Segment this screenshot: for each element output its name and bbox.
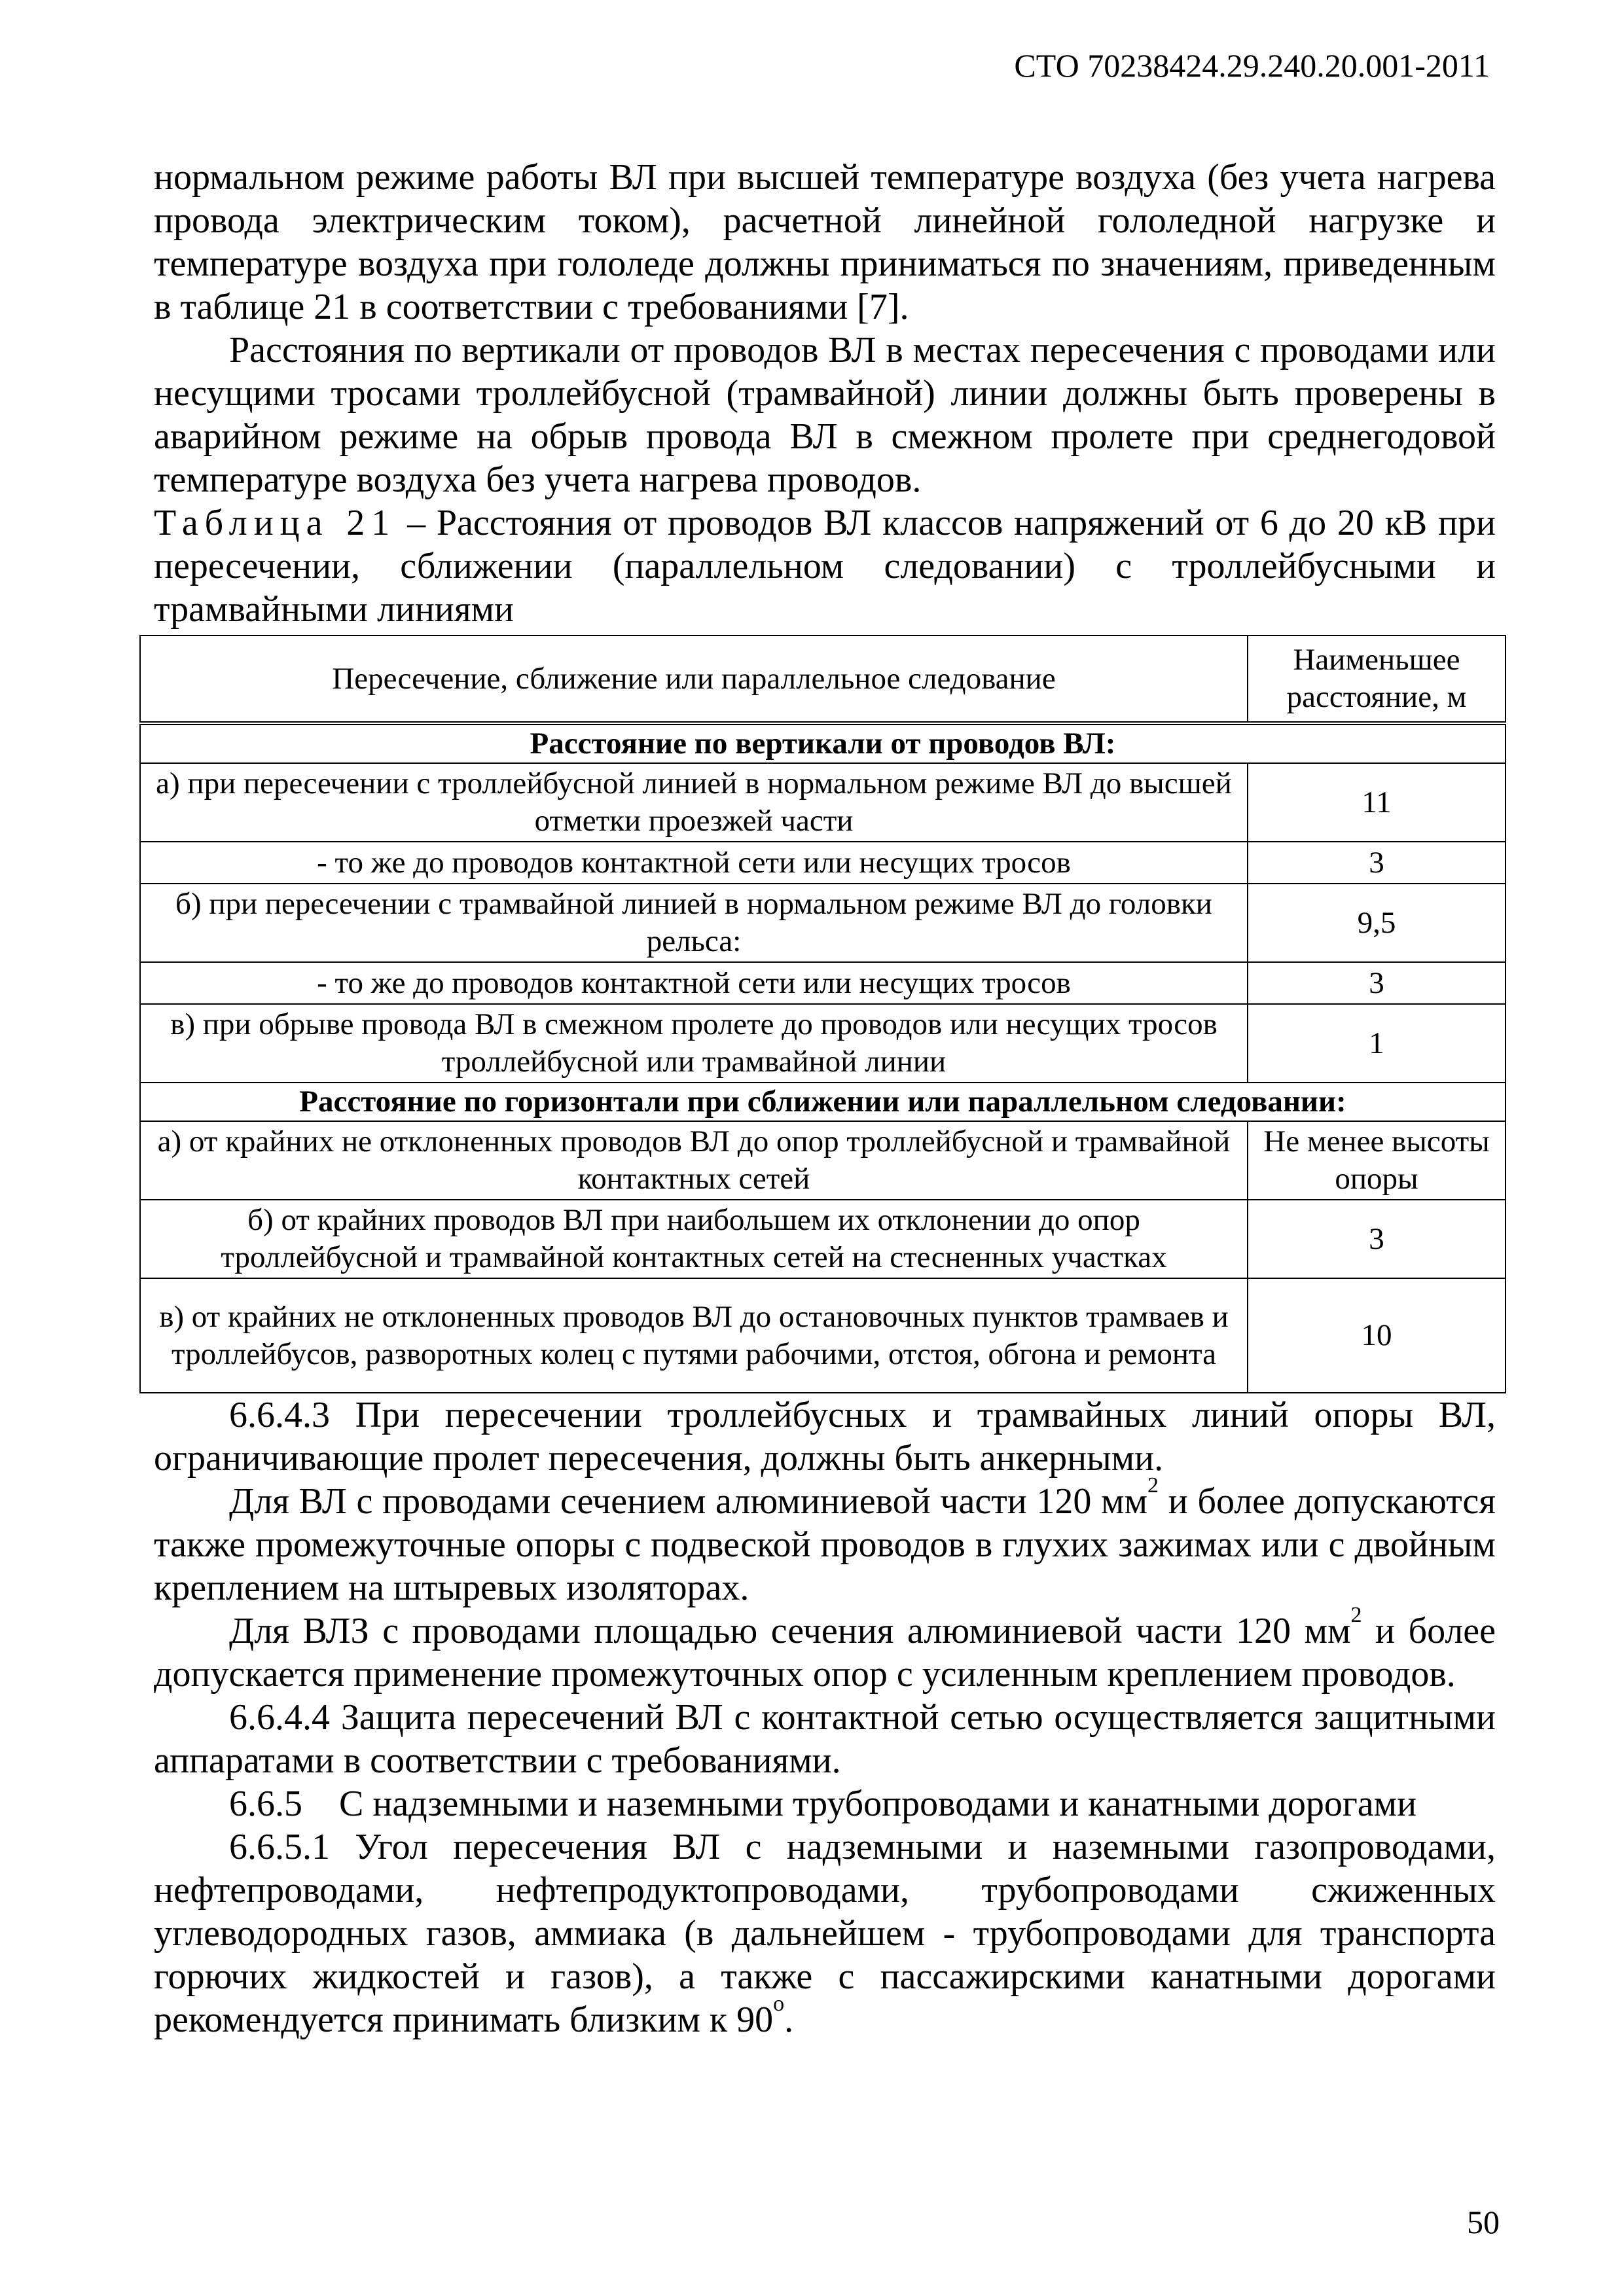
table-cell: Не менее высоты опоры xyxy=(1248,1121,1506,1200)
text-run: . xyxy=(784,2000,794,2040)
table-caption-text: – Расстояния от проводов ВЛ классов напряжений от 6 до 20 кВ при пересечении, сближении (параллельном следовании) с троллейбусными и трамвайными линиями xyxy=(154,503,1496,630)
table-row xyxy=(140,884,1506,962)
table-row xyxy=(140,1121,1506,1200)
paragraph: 6.6.4.4 Защита пересечений ВЛ с контактной сетью осуществляется защитными аппаратами в соответствии с требованиями. xyxy=(154,1697,1496,1781)
section-title: Расстояние по горизонтали при сближении или параллельном следовании: xyxy=(140,1083,1506,1121)
table-caption-label: Таблица 21 xyxy=(154,503,397,543)
table-cell: 11 xyxy=(1248,763,1506,842)
table-cell: 1 xyxy=(1248,1004,1506,1083)
superscript: о xyxy=(773,1992,785,2016)
column-header: Наименьшее расстояние, м xyxy=(1248,636,1506,723)
text-run: Для ВЛ с проводами сечением алюминиевой части 120 мм xyxy=(229,1481,1148,1522)
text-run: и более допускаются также промежуточные опоры с подвеской проводов в глухих зажимах или с двойным креплением на штыревых изоляторах. xyxy=(154,1481,1496,1608)
table-row xyxy=(140,763,1506,842)
paragraph: 6.6.4.3 При пересечении троллейбусных и трамвайных линий опоры ВЛ, ограничивающие пролет пересечения, должны быть анкерными. xyxy=(154,1395,1496,1479)
section-title: Расстояние по вертикали от проводов ВЛ: xyxy=(140,723,1506,763)
table-row xyxy=(140,1200,1506,1278)
table-cell: а) от крайних не отклоненных проводов ВЛ до опор троллейбусной и трамвайной контактных сетей xyxy=(140,1121,1248,1200)
table-cell: - то же до проводов контактной сети или несущих тросов xyxy=(140,842,1248,884)
table-row xyxy=(140,1004,1506,1083)
table-section-row xyxy=(140,723,1506,763)
distance-table xyxy=(139,635,1506,1393)
column-header: Пересечение, сближение или параллельное следование xyxy=(140,636,1248,723)
text-run: 6.6.5.1 Угол пересечения ВЛ с надземными и наземными газопроводами, нефтепроводами, нефтепродуктопроводами, трубопроводами сжиженных углеводородных газов, аммиака (в дальнейшем - трубопроводами для транспорта горючих жидкостей и газов), а также с пассажирскими канатными дорогами рекомендуется принимать близким к 90 xyxy=(154,1827,1496,2040)
table-cell: 3 xyxy=(1248,962,1506,1004)
superscript: 2 xyxy=(1147,1473,1159,1498)
paragraph xyxy=(154,1473,1496,1609)
table-header-row xyxy=(140,636,1506,723)
table-row xyxy=(140,962,1506,1004)
page-number: 50 xyxy=(1467,2204,1500,2240)
paragraph: нормальном режиме работы ВЛ при высшей температуре воздуха (без учета нагрева провода электрическим током), расчетной линейной гололедной нагрузке и температуре воздуха при гололеде должны приниматься по значениям, приведенным в таблице 21 в соответствии с требованиями [7]. xyxy=(154,157,1496,327)
paragraph: Расстояния по вертикали от проводов ВЛ в местах пересечения с проводами или несущими тросами троллейбусной (трамвайной) линии должны быть проверены в аварийном режиме на обрыв провода ВЛ в смежном пролете при среднегодовой температуре воздуха без учета нагрева проводов. xyxy=(154,330,1496,500)
document-code-header: СТО 70238424.29.240.20.001-2011 xyxy=(1014,47,1490,84)
table-cell: 9,5 xyxy=(1248,884,1506,962)
table-section-row xyxy=(140,1083,1506,1121)
table-row xyxy=(140,842,1506,884)
text-run: и более допускается применение промежуточных опор с усиленным креплением проводов. xyxy=(154,1611,1496,1695)
table-caption xyxy=(154,501,1496,631)
paragraph xyxy=(154,1603,1496,1696)
table-cell: в) от крайних не отклоненных проводов ВЛ до остановочных пунктов трамваев и троллейбусов, разворотных колец с путями рабочими, отстоя, обгона и ремонта xyxy=(140,1278,1248,1393)
page-content xyxy=(154,156,1496,2041)
table-cell: 3 xyxy=(1248,1200,1506,1278)
table-cell: б) от крайних проводов ВЛ при наибольшем их отклонении до опор троллейбусной и трамвайной контактных сетей на стесненных участках xyxy=(140,1200,1248,1278)
section-heading: 6.6.5 С надземными и наземными трубопроводами и канатными дорогами xyxy=(229,1784,1417,1824)
table-cell: - то же до проводов контактной сети или несущих тросов xyxy=(140,962,1248,1004)
table-cell: 3 xyxy=(1248,842,1506,884)
superscript: 2 xyxy=(1350,1603,1362,1627)
table-row xyxy=(140,1278,1506,1393)
table-cell: 10 xyxy=(1248,1278,1506,1393)
text-run: Для ВЛЗ с проводами площадью сечения алюминиевой части 120 мм xyxy=(229,1611,1351,1651)
paragraph xyxy=(154,1825,1496,2041)
table-cell: б) при пересечении с трамвайной линией в нормальном режиме ВЛ до головки рельса: xyxy=(140,884,1248,962)
table-cell: а) при пересечении с троллейбусной линией в нормальном режиме ВЛ до высшей отметки проезжей части xyxy=(140,763,1248,842)
table-cell: в) при обрыве провода ВЛ в смежном пролете до проводов или несущих тросов троллейбусной или трамвайной линии xyxy=(140,1004,1248,1083)
